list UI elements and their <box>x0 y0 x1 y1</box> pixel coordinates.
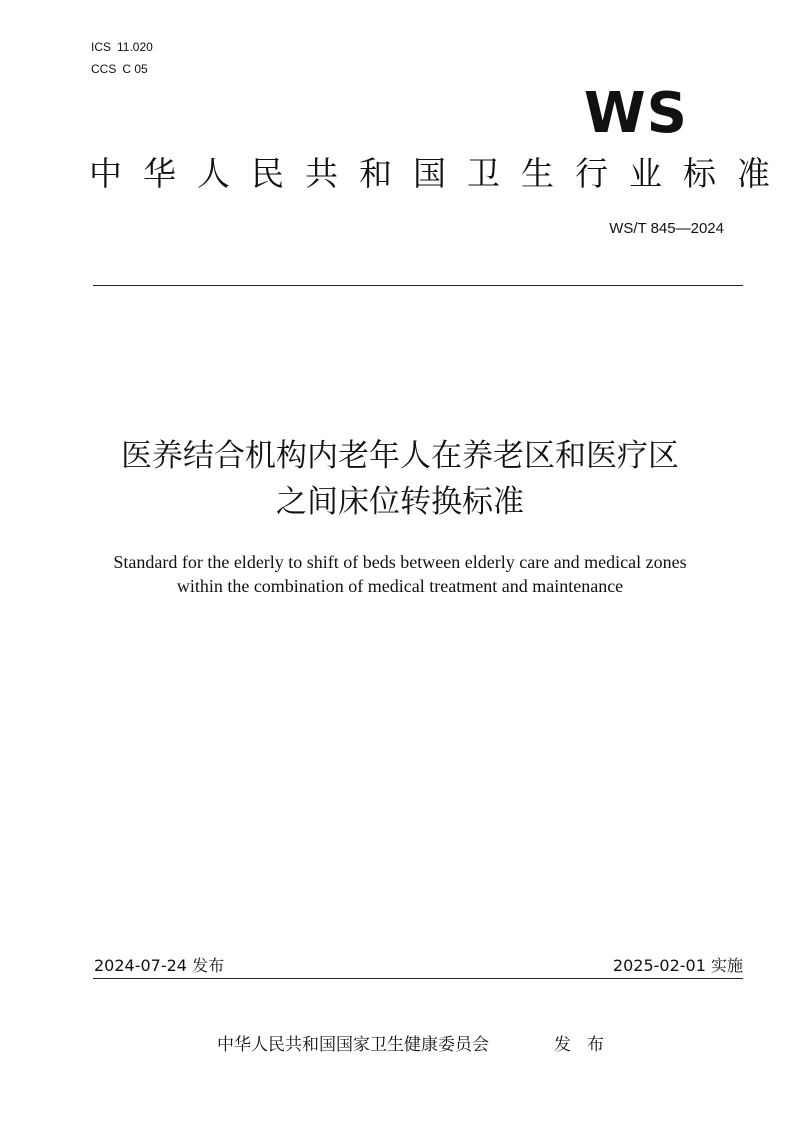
ics-value: 11.020 <box>117 40 153 54</box>
english-title-line-2: within the combination of medical treatment and maintenance <box>176 576 624 596</box>
chinese-title <box>0 433 800 525</box>
ccs-code <box>91 61 148 77</box>
header-divider <box>93 285 743 286</box>
ccs-value: C 05 <box>122 62 148 76</box>
english-title-line-1: Standard for the elderly to shift of beds between elderly care and medical zones <box>113 552 687 572</box>
footer-divider <box>93 978 743 979</box>
chinese-title-line-1: 医养结合机构内老年人在养老区和医疗区 <box>121 438 679 474</box>
ics-label: ICS <box>91 40 112 54</box>
standard-type-heading: 中华人民共和国卫生行业标准 <box>89 154 791 193</box>
english-title <box>0 550 800 598</box>
ws-logo: WS <box>583 81 688 146</box>
ics-code <box>91 39 153 55</box>
standard-number: WS/T 845—2024 <box>609 220 724 237</box>
publish-label: 发布 <box>554 1035 620 1055</box>
implementation-date: 2025-02-01 实施 <box>612 956 743 975</box>
issuing-authority: 中华人民共和国国家卫生健康委员会 <box>217 1035 489 1055</box>
chinese-title-line-2: 之间床位转换标准 <box>276 484 524 520</box>
issue-date: 2024-07-24 发布 <box>94 956 225 975</box>
ccs-label: CCS <box>91 62 117 76</box>
